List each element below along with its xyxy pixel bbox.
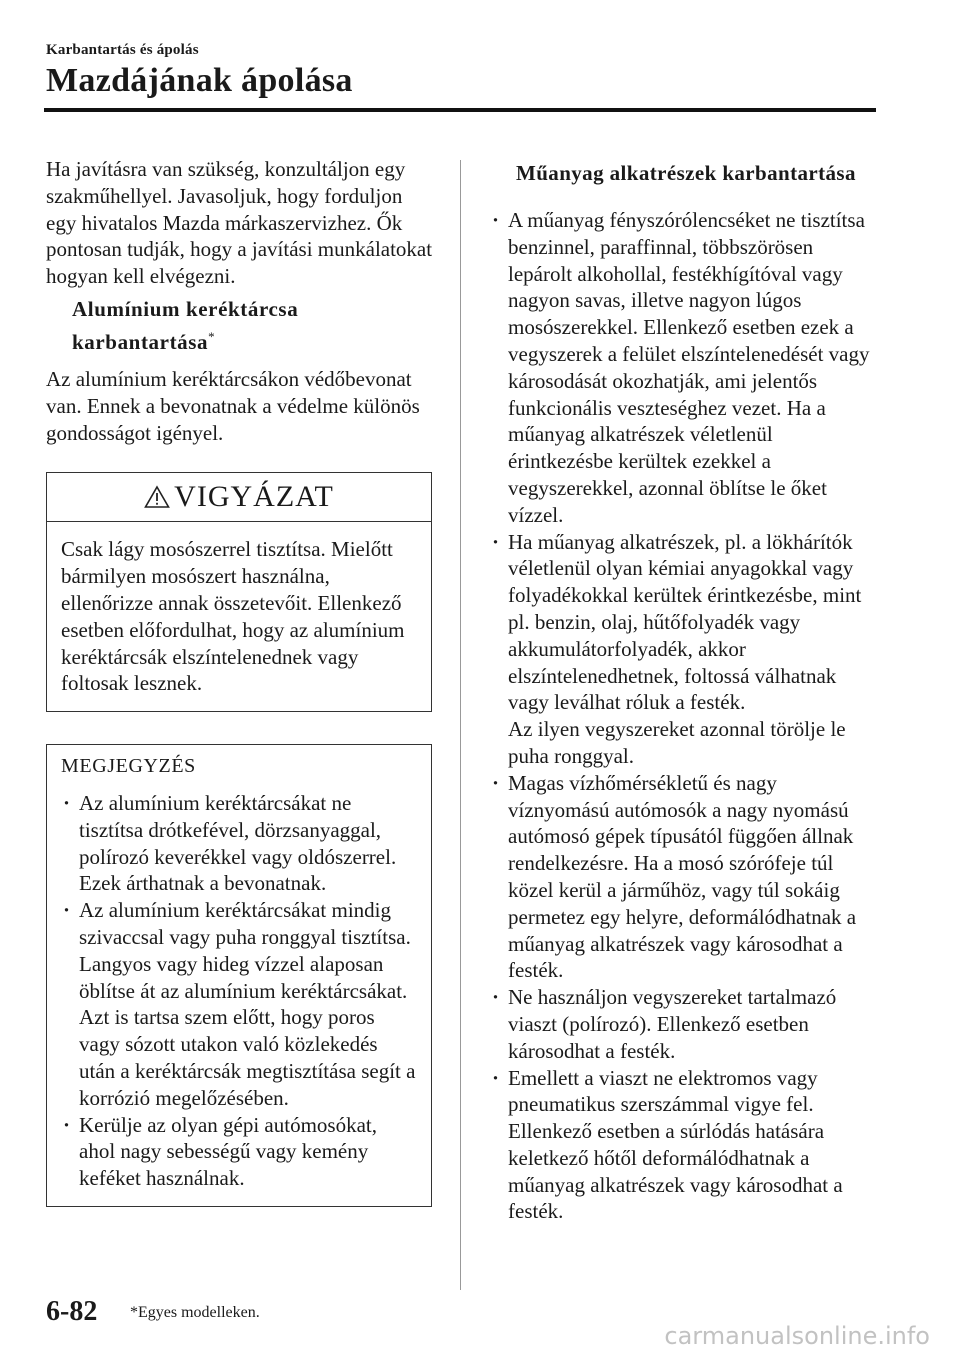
caution-box	[46, 472, 432, 712]
list-item: · Magas vízhőmérsékletű és nagy víznyomású autómosók a nagy nyomású autómosó gépek típusától függően állnak rendelkezésre. Ha a mosó szórófeje túl közel kerül a járműhöz, vagy túl sokáig permetez egy helyre, deformálódhatnak a műanyag alkatrészek vagy károsodhat a festék.	[490, 770, 880, 984]
note-list	[61, 790, 417, 1192]
aluminium-paragraph: Az alumínium keréktárcsákon védőbevonat van. Ennek a bevonatnak a védelme különös gondosságot igényel.	[46, 366, 420, 445]
model-footnote-mark: *	[208, 328, 216, 344]
right-column	[490, 160, 880, 1225]
page-title: Mazdájának ápolása	[46, 62, 353, 99]
list-item: · Ha műanyag alkatrészek, pl. a lökhárítók véletlenül olyan kémiai anyagokkal vagy folyadékokkal kerültek érintkezésbe, mint pl. benzin, olaj, hűtőfolyadék vagy akkumulátorfolyadék, akkor elszíntelenedhetnek, foltossá válhatnak vagy leválhat róluk a festék. Az ilyen vegyszereket azonnal törölje le puha ronggyal.	[490, 529, 880, 770]
column-divider	[460, 160, 461, 1290]
list-item: · Az alumínium keréktárcsákat mindig szivaccsal vagy puha ronggyal tisztítsa. Langyos vagy hideg vízzel alaposan öblítse át az alumínium keréktárcsákat. Azt is tartsa szem előtt, hogy poros vagy sózott utakon való közlekedés után a keréktárcsák megtisztítása segít a korrózió megelőzésében.	[61, 897, 417, 1111]
caution-text: Csak lágy mosószerrel tisztítsa. Mielőtt bármilyen mosószert használna, ellenőrizze annak összetevőit. Ellenkező esetben előfordulhat, hogy az alumínium keréktárcsák elszíntelenednek vagy foltosak lesznek.	[61, 537, 405, 696]
aluminium-wheel-heading	[72, 296, 436, 356]
list-item: · Kerülje az olyan gépi autómosókat, ahol nagy sebességű vagy kemény keféket használnak.	[61, 1112, 417, 1192]
section-label: Karbantartás és ápolás	[46, 42, 199, 58]
plastic-parts-list	[490, 207, 880, 1225]
note-title: MEGJEGYZÉS	[61, 755, 196, 778]
warning-triangle-icon	[144, 485, 170, 509]
list-item: · A műanyag fényszórólencséket ne tisztítsa benzinnel, paraffinnal, többszörösen lepárolt alkohollal, festékhígítóval vagy nagyon savas, illetve nagyon lúgos mosószerekkel. Ellenkező esetben ezek a vegyszerek a felület elszíntelenedését vagy károsodását okozhatják, ami jelentős funkcionális veszteséghez vezet. Ha a műanyag alkatrészek véletlenül érintkezésbe kerültek ezekkel a vegyszerekkel, azonnal öblítse le őket vízzel.	[490, 207, 880, 529]
list-item: · Az alumínium keréktárcsákat ne tisztítsa drótkefével, dörzsanyaggal, polírozó keverékkel vagy oldószerrel. Ezek árthatnak a bevonatnak.	[61, 790, 417, 897]
footnote: *Egyes modelleken.	[130, 1304, 260, 1321]
intro-paragraph: Ha javításra van szükség, konzultáljon egy szakműhellyel. Javasoljuk, hogy forduljon egy hivatalos Mazda márkaszervizhez. Ők pontosan tudják, hogy a javítási munkálatokat hogyan kell elvégezni.	[46, 157, 433, 289]
page-number: 6-82	[46, 1296, 98, 1327]
plastic-parts-heading: Műanyag alkatrészek karbantartása	[516, 161, 856, 185]
header-rule	[44, 108, 876, 112]
subheading-line-2: karbantartása	[72, 329, 209, 354]
left-column	[46, 156, 436, 1207]
list-item: · Ne használjon vegyszereket tartalmazó viaszt (polírozó). Ellenkező esetben károsodhat a festék.	[490, 984, 880, 1064]
list-item: · Emellett a viaszt ne elektromos vagy pneumatikus szerszámmal vigye fel. Ellenkező esetben a súrlódás hatására keletkező hőtől deformálódhatnak a műanyag alkatrészek vagy károsodhat a festék.	[490, 1065, 880, 1226]
caution-header	[47, 473, 431, 522]
subheading-line-1: Alumínium keréktárcsa	[72, 296, 299, 321]
note-box	[46, 744, 432, 1207]
watermark: carmanualsonline.info	[664, 1322, 930, 1350]
caution-title: VIGYÁZAT	[174, 479, 334, 513]
